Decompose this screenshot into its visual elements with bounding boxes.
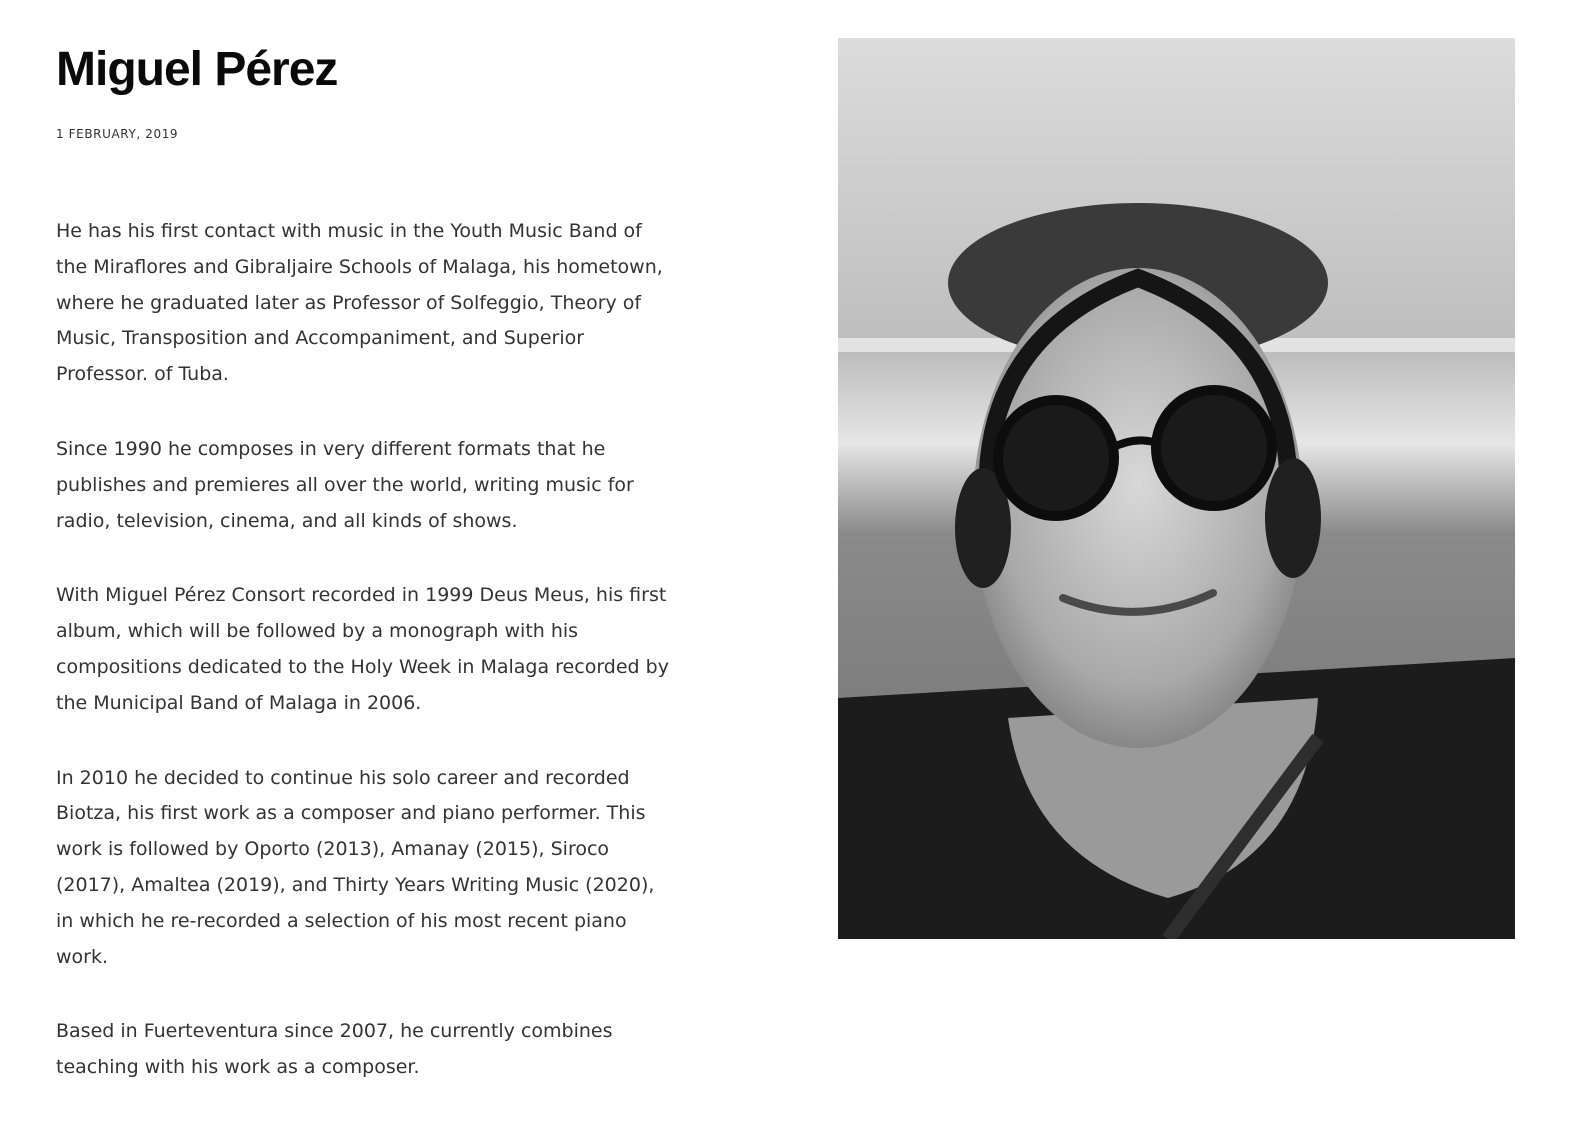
portrait-photo bbox=[838, 38, 1515, 939]
biography bbox=[56, 214, 676, 1086]
page-title: Miguel Pérez bbox=[56, 43, 338, 96]
bio-paragraph: In 2010 he decided to continue his solo career and recorded Biotza, his first work as a composer and piano performer. This work is followed by Oporto (2013), Amanay (2015), Siroco (2017), Amaltea (2019), and Thirty Years Writing Music (2020), in which he re-recorded a selection of his most recent piano work. bbox=[56, 766, 655, 968]
bio-paragraph: He has his first contact with music in the Youth Music Band of the Miraflores and Gibraljaire Schools of Malaga, his hometown, where he graduated later as Professor of Solfeggio, Theory of Music, Transposition and Accompaniment, and Superior Professor. of Tuba. bbox=[56, 220, 663, 386]
bio-paragraph: Based in Fuerteventura since 2007, he currently combines teaching with his work as a composer. bbox=[56, 1020, 613, 1079]
bio-paragraph: With Miguel Pérez Consort recorded in 1999 Deus Meus, his first album, which will be followed by a monograph with his compositions dedicated to the Holy Week in Malaga recorded by the Municipal Band of Malaga in 2006. bbox=[56, 584, 669, 714]
post-date: 1 FEBRUARY, 2019 bbox=[56, 127, 179, 141]
article-text-column bbox=[56, 38, 676, 1086]
bio-paragraph: Since 1990 he composes in very different formats that he publishes and premieres all over the world, writing music for radio, television, cinema, and all kinds of shows. bbox=[56, 437, 634, 532]
